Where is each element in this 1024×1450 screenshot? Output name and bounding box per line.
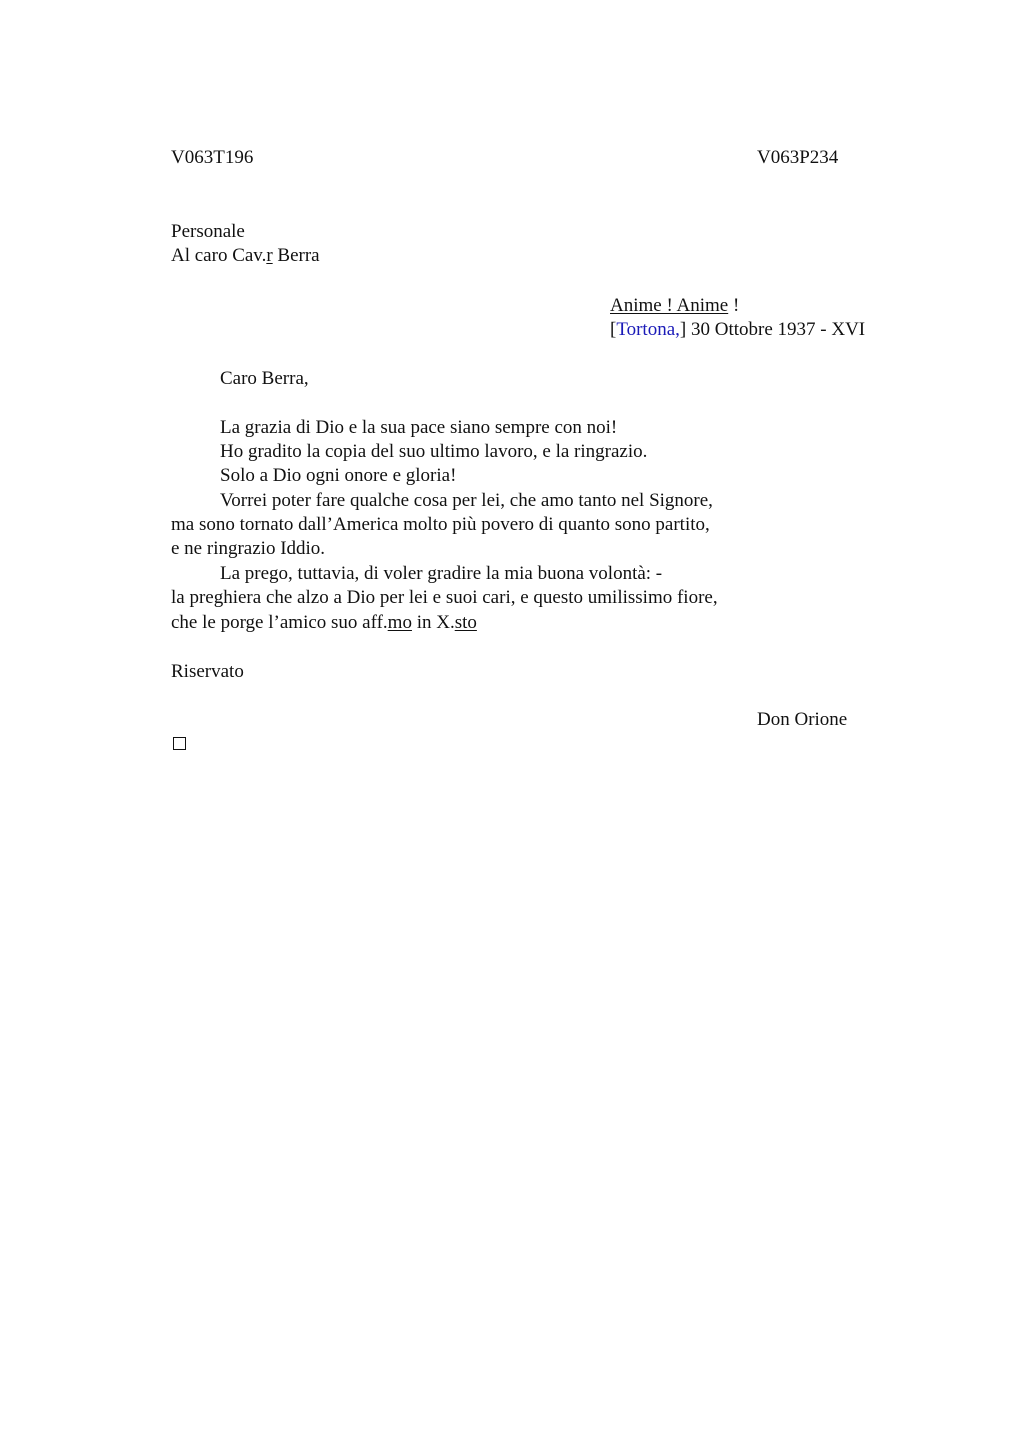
body-line-9 — [171, 611, 477, 635]
salutation: Caro Berra, — [220, 368, 309, 389]
motto-exclamation: ! — [728, 295, 740, 316]
date-text: ] 30 Ottobre 1937 - XVI — [679, 319, 866, 340]
closing-text: che le porge l’amico suo aff. — [171, 612, 388, 633]
motto-underlined: Anime ! Anime — [610, 295, 729, 316]
recipient-abbrev-superscript: r — [266, 245, 273, 266]
reserved-note: Riservato — [171, 661, 244, 682]
closing-abbrev-mo: mo — [387, 612, 412, 633]
recipient-prefix: Al caro Cav. — [171, 245, 267, 266]
recipient-name: Berra — [272, 245, 320, 266]
body-line-1: La grazia di Dio e la sua pace siano sempre con noi! — [220, 417, 618, 438]
document-code-left: V063T196 — [171, 147, 254, 168]
empty-box-icon — [173, 737, 186, 750]
signature: Don Orione — [757, 709, 848, 730]
date-bracket-open: [ — [610, 319, 617, 340]
closing-text-2: in X. — [411, 612, 455, 633]
body-line-8: la preghiera che alzo a Dio per lei e suoi cari, e questo umilissimo fiore, — [171, 587, 718, 608]
date-line — [610, 318, 865, 342]
body-line-2: Ho gradito la copia del suo ultimo lavoro, e la ringrazio. — [220, 441, 648, 462]
body-line-6: e ne ringrazio Iddio. — [171, 538, 326, 559]
motto-line — [610, 294, 739, 318]
body-line-3: Solo a Dio ogni onore e gloria! — [220, 465, 457, 486]
address-recipient — [171, 244, 320, 268]
body-line-7: La prego, tuttavia, di voler gradire la mia buona volontà: - — [220, 563, 663, 584]
body-line-5: ma sono tornato dall’America molto più povero di quanto sono partito, — [171, 514, 710, 535]
place-name: Tortona, — [616, 319, 680, 340]
body-line-4: Vorrei poter fare qualche cosa per lei, che amo tanto nel Signore, — [220, 490, 713, 511]
closing-abbrev-sto: sto — [454, 612, 477, 633]
address-personal: Personale — [171, 221, 245, 242]
document-code-right: V063P234 — [757, 147, 839, 168]
